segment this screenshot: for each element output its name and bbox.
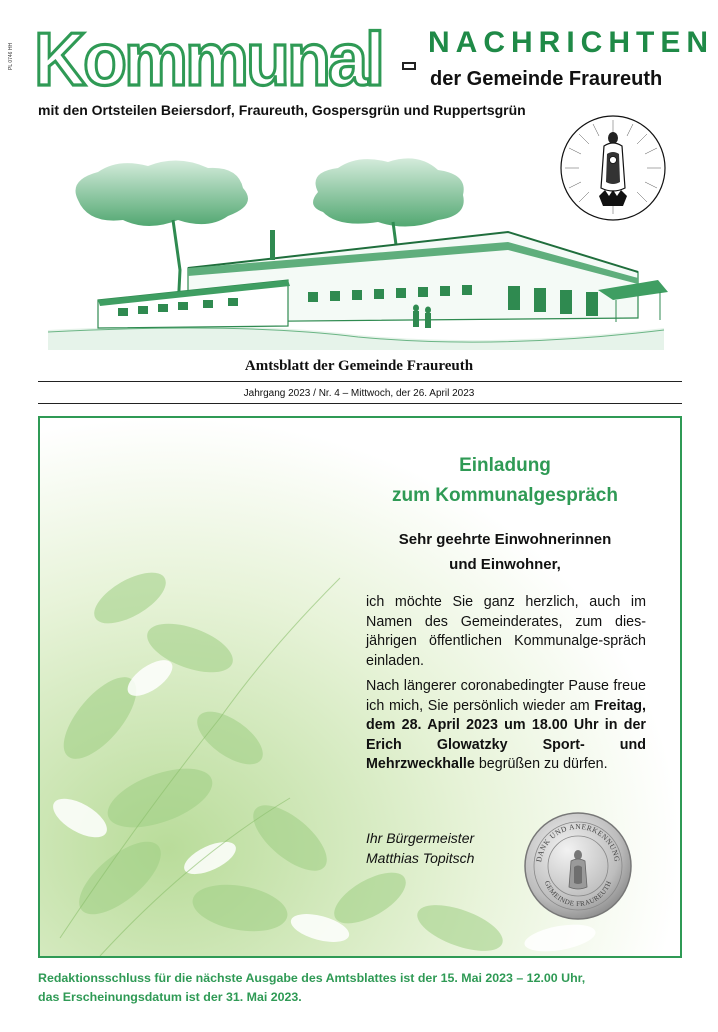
divider-bottom bbox=[38, 403, 682, 404]
issue-info: Jahrgang 2023 / Nr. 4 – Mittwoch, der 26. April 2023 bbox=[243, 388, 475, 399]
invitation-heading-line2: zum Kommunalgespräch bbox=[392, 485, 618, 506]
invitation-paragraph-2 bbox=[366, 677, 646, 775]
masthead-gemeinde: der Gemeinde Fraureuth bbox=[430, 68, 663, 90]
signature-name: Matthias Topitsch bbox=[366, 850, 475, 866]
event-date-location: Freitag, dem 28. April 2023 um 18.00 Uhr in der Erich Glowatzky Sport- und Mehrzweckhalle bbox=[366, 697, 646, 772]
sports-hall-illustration bbox=[38, 150, 674, 355]
greeting-line2: und Einwohner, bbox=[449, 556, 561, 573]
signature bbox=[366, 828, 474, 868]
deadline-line2: das Erscheinungsdatum ist der 31. Mai 2023. bbox=[38, 990, 302, 1004]
masthead-nachrichten: NACHRICHTEN bbox=[428, 26, 714, 59]
divider-top bbox=[38, 381, 682, 382]
editorial-deadline bbox=[38, 969, 585, 1007]
paragraph-2-intro: Nach längerer coronabedingter Pause freue ich mich, Sie persönlich wieder am bbox=[366, 678, 646, 714]
invitation-paragraph-1: ich möchte Sie ganz herzlich, auch im Namen des Gemeinderates, zum dies-jährigen öffentlichen Kommunalge-spräch einladen. bbox=[366, 594, 646, 669]
publisher-code: PL 0746 HH bbox=[8, 42, 14, 70]
masthead-dash bbox=[402, 62, 416, 70]
greeting-line1: Sehr geehrte Einwohnerinnen bbox=[398, 531, 612, 548]
amtsblatt-title: Amtsblatt der Gemeinde Fraureuth bbox=[244, 358, 474, 374]
masthead-kommunal: Kommunal bbox=[34, 17, 383, 102]
invitation-body bbox=[366, 593, 646, 775]
invitation-heading-line1: Einladung bbox=[459, 455, 551, 476]
medal-text-bottom: GEMEINDE FRAUREUTH bbox=[542, 879, 614, 909]
medal-icon bbox=[523, 811, 633, 921]
signature-title: Ihr Bürgermeister bbox=[366, 830, 475, 846]
deadline-line1: Redaktionsschluss für die nächste Ausgabe des Amtsblattes ist der 15. Mai 2023 – 12.00 Uhr, bbox=[38, 971, 586, 985]
invitation-box bbox=[38, 416, 682, 958]
paragraph-2-end: begrüßen zu dürfen. bbox=[474, 756, 608, 772]
masthead-ortsteile: mit den Ortsteilen Beiersdorf, Fraureuth, Gospersgrün und Ruppertsgrün bbox=[38, 102, 526, 118]
medal-text-top: DANK UND ANERKENNUNG bbox=[534, 821, 622, 863]
